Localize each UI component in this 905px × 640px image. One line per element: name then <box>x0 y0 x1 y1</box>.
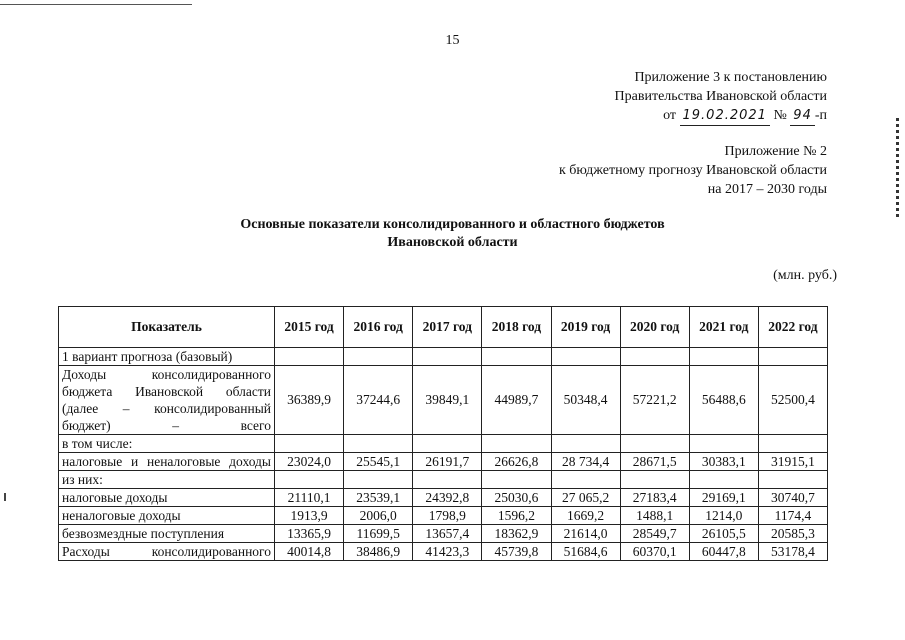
header-year: 2015 год <box>275 307 344 348</box>
cell <box>551 471 620 489</box>
cell <box>758 471 827 489</box>
cell <box>551 435 620 453</box>
cell: 45739,8 <box>482 543 551 561</box>
cell: 21614,0 <box>551 525 620 543</box>
appendix-2-header <box>559 142 827 199</box>
cell: 2006,0 <box>344 507 413 525</box>
table-row <box>59 366 828 435</box>
row-label: Расходы консолидированного <box>59 543 275 561</box>
table-row <box>59 525 828 543</box>
cell <box>689 348 758 366</box>
table-row <box>59 471 828 489</box>
cell: 1174,4 <box>758 507 827 525</box>
appendix-2-line1: Приложение № 2 <box>724 144 827 159</box>
header-year: 2017 год <box>413 307 482 348</box>
row-label: безвозмездные поступления <box>59 525 275 543</box>
cell: 28549,7 <box>620 525 689 543</box>
row-label: налоговые доходы <box>59 489 275 507</box>
cell: 29169,1 <box>689 489 758 507</box>
scan-edge-marks <box>896 118 899 218</box>
header-indicator: Показатель <box>59 307 275 348</box>
cell: 38486,9 <box>344 543 413 561</box>
table-row <box>59 507 828 525</box>
cell: 25030,6 <box>482 489 551 507</box>
appendix-3-line1: Приложение 3 к постановлению <box>634 70 827 85</box>
header-year: 2016 год <box>344 307 413 348</box>
cell: 23539,1 <box>344 489 413 507</box>
appendix-3-header <box>615 68 827 126</box>
cell <box>620 348 689 366</box>
appendix-2-line2: к бюджетному прогнозу Ивановской области <box>558 163 827 178</box>
cell <box>344 471 413 489</box>
cell: 39849,1 <box>413 366 482 435</box>
cell: 41423,3 <box>413 543 482 561</box>
cell: 26105,5 <box>689 525 758 543</box>
table-row <box>59 453 828 471</box>
handwritten-number: 94 <box>790 106 815 126</box>
cell: 56488,6 <box>689 366 758 435</box>
cell <box>413 348 482 366</box>
title-line1: Основные показатели консолидированного и областного бюджетов <box>240 217 665 232</box>
appendix-3-line2: Правительства Ивановской области <box>614 89 827 104</box>
cell <box>344 435 413 453</box>
cell <box>551 348 620 366</box>
cell: 27183,4 <box>620 489 689 507</box>
cell: 51684,6 <box>551 543 620 561</box>
cell: 40014,8 <box>275 543 344 561</box>
header-year: 2020 год <box>620 307 689 348</box>
cell <box>275 435 344 453</box>
cell <box>758 435 827 453</box>
cell: 30383,1 <box>689 453 758 471</box>
table-row <box>59 489 828 507</box>
cell: 57221,2 <box>620 366 689 435</box>
top-rule <box>0 4 192 5</box>
cell <box>413 471 482 489</box>
number-suffix: -п <box>814 108 827 123</box>
cell <box>482 471 551 489</box>
cell <box>482 348 551 366</box>
cell: 20585,3 <box>758 525 827 543</box>
cell: 11699,5 <box>344 525 413 543</box>
row-label: из них: <box>59 471 275 489</box>
units-label: (млн. руб.) <box>773 268 837 283</box>
title-line2: Ивановской области <box>387 235 518 250</box>
cell: 28671,5 <box>620 453 689 471</box>
table-row <box>59 435 828 453</box>
from-prefix: от <box>663 108 676 123</box>
appendix-3-date-line <box>615 106 827 126</box>
cell: 27 065,2 <box>551 489 620 507</box>
cell <box>689 435 758 453</box>
cell <box>620 435 689 453</box>
row-label: в том числе: <box>59 435 275 453</box>
cell: 36389,9 <box>275 366 344 435</box>
cell: 30740,7 <box>758 489 827 507</box>
cell: 60447,8 <box>689 543 758 561</box>
cell <box>620 471 689 489</box>
cell: 25545,1 <box>344 453 413 471</box>
table-row <box>59 543 828 561</box>
appendix-2-line3: на 2017 – 2030 годы <box>707 182 827 197</box>
cell <box>758 348 827 366</box>
cell: 26191,7 <box>413 453 482 471</box>
header-year: 2018 год <box>482 307 551 348</box>
cell <box>482 435 551 453</box>
budget-table <box>58 306 828 561</box>
header-year: 2021 год <box>689 307 758 348</box>
cell: 1214,0 <box>689 507 758 525</box>
page-number: 15 <box>445 33 460 48</box>
header-year: 2022 год <box>758 307 827 348</box>
cell: 28 734,4 <box>551 453 620 471</box>
cell: 1913,9 <box>275 507 344 525</box>
table-row <box>59 348 828 366</box>
row-label: 1 вариант прогноза (базовый) <box>59 348 275 366</box>
cell: 1596,2 <box>482 507 551 525</box>
cell <box>413 435 482 453</box>
header-year: 2019 год <box>551 307 620 348</box>
cell <box>275 348 344 366</box>
cell <box>344 348 413 366</box>
cell: 53178,4 <box>758 543 827 561</box>
cell: 60370,1 <box>620 543 689 561</box>
cell: 44989,7 <box>482 366 551 435</box>
cell: 37244,6 <box>344 366 413 435</box>
cell <box>275 471 344 489</box>
handwritten-date: 19.02.2021 <box>680 106 770 126</box>
cell: 18362,9 <box>482 525 551 543</box>
row-label: неналоговые доходы <box>59 507 275 525</box>
cell: 1798,9 <box>413 507 482 525</box>
cell: 1488,1 <box>620 507 689 525</box>
cell: 31915,1 <box>758 453 827 471</box>
cell: 1669,2 <box>551 507 620 525</box>
cell: 24392,8 <box>413 489 482 507</box>
cell: 52500,4 <box>758 366 827 435</box>
cell: 13365,9 <box>275 525 344 543</box>
cell: 21110,1 <box>275 489 344 507</box>
cell: 23024,0 <box>275 453 344 471</box>
row-label: налоговые и неналоговые доходы <box>59 453 275 471</box>
cell: 13657,4 <box>413 525 482 543</box>
document-title <box>0 216 905 252</box>
row-label: Доходы консолидированного бюджета Ивановской области (далее – консолидированный бюджет) – всего <box>59 366 275 435</box>
number-prefix: № <box>773 108 787 123</box>
cell: 50348,4 <box>551 366 620 435</box>
cell <box>689 471 758 489</box>
table-header-row <box>59 307 828 348</box>
cell: 26626,8 <box>482 453 551 471</box>
scan-mark <box>4 493 6 501</box>
